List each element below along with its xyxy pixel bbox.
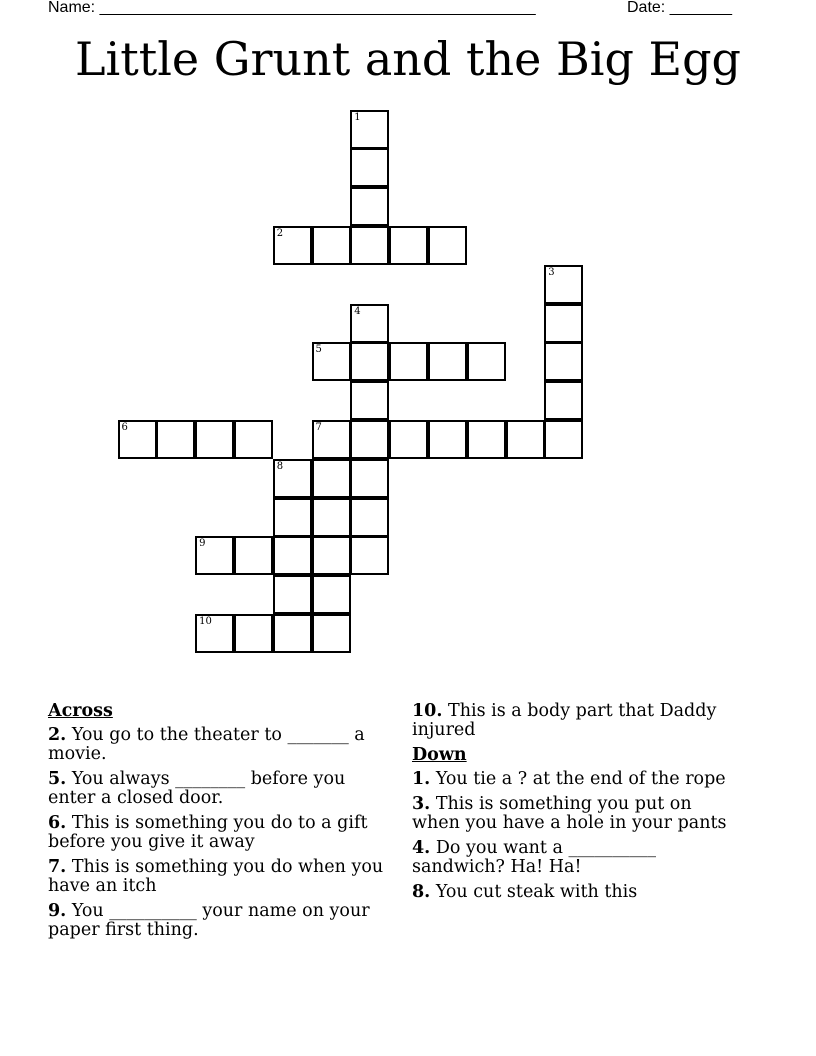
clue-number-label: 10 [199,615,212,627]
name-field[interactable]: Name: _________________________________________________ [48,0,536,16]
grid-cell[interactable] [273,226,312,265]
clue-number-label: 9 [199,538,206,550]
clue-text: This is something you do when you have an itch [48,857,384,896]
grid-cell[interactable] [273,614,312,653]
clue-number-label: 6 [121,421,128,433]
clues-left-column [48,702,388,946]
grid-cell[interactable] [467,420,506,459]
grid-cell[interactable] [312,614,351,653]
grid-cell[interactable] [234,614,273,653]
grid-cell[interactable] [467,342,506,381]
grid-cell[interactable] [350,110,389,149]
clue-text: You cut steak with this [435,882,638,902]
grid-cell[interactable] [312,536,351,575]
grid-cell[interactable] [544,420,583,459]
grid-cell[interactable] [273,459,312,498]
clue-number-label: 1 [354,111,361,123]
clue-number: 1. [412,769,431,789]
clues-right-column [412,702,742,908]
across-clue-10 [412,702,742,740]
clue-text: You go to the theater to _______ a movie. [48,725,365,764]
grid-cell[interactable] [350,226,389,265]
grid-cell[interactable] [273,536,312,575]
across-clue-5 [48,770,388,808]
grid-cell[interactable] [544,342,583,381]
page-title: Little Grunt and the Big Egg [74,32,741,86]
clue-text: You __________ your name on your paper first thing. [48,901,370,940]
clue-text: You tie a ? at the end of the rope [435,769,726,789]
grid-cell[interactable] [350,381,389,420]
grid-cell[interactable] [428,342,467,381]
grid-cell[interactable] [389,342,428,381]
grid-cell[interactable] [312,498,351,537]
grid-cell[interactable] [350,342,389,381]
across-clue-7 [48,858,388,896]
grid-cell[interactable] [544,381,583,420]
grid-cell[interactable] [428,226,467,265]
down-clue-4 [412,839,742,877]
clue-number: 10. [412,701,443,721]
clue-text: You always ________ before you enter a closed door. [48,769,346,808]
across-clue-6 [48,814,388,852]
grid-cell[interactable] [350,498,389,537]
clue-number: 7. [48,857,67,877]
clue-number: 2. [48,725,67,745]
grid-cell[interactable] [506,420,545,459]
clue-text: This is a body part that Daddy injured [412,701,717,740]
grid-cell[interactable] [312,575,351,614]
clue-text: This is something you put on when you have a hole in your pants [412,794,727,833]
grid-cell[interactable] [234,420,273,459]
grid-cell[interactable] [544,304,583,343]
grid-cell[interactable] [428,420,467,459]
grid-cell[interactable] [273,498,312,537]
down-clue-8 [412,883,742,902]
clue-number-label: 5 [315,344,322,356]
grid-cell[interactable] [273,575,312,614]
clue-text: This is something you do to a gift before you give it away [48,813,368,852]
clue-number: 9. [48,901,67,921]
clue-number: 4. [412,838,431,858]
grid-cell[interactable] [350,536,389,575]
grid-cell[interactable] [195,536,234,575]
grid-cell[interactable] [350,459,389,498]
grid-cell[interactable] [350,148,389,187]
grid-cell[interactable] [312,226,351,265]
grid-cell[interactable] [156,420,195,459]
clue-number-label: 8 [276,460,284,472]
grid-cell[interactable] [195,614,234,653]
grid-cell[interactable] [234,536,273,575]
clue-number-label: 3 [548,266,555,278]
grid-cell[interactable] [350,187,389,226]
grid-cell[interactable] [350,304,389,343]
clue-number: 6. [48,813,67,833]
clue-number-label: 4 [354,305,361,317]
down-clue-1 [412,770,742,789]
grid-cell[interactable] [195,420,234,459]
grid-cell[interactable] [350,420,389,459]
across-clue-9 [48,902,388,940]
down-heading: Down [412,745,467,765]
grid-cell[interactable] [389,226,428,265]
clue-number-label: 2 [276,227,284,239]
date-field[interactable]: Date: _______ [627,0,732,16]
clue-number: 8. [412,882,431,902]
across-heading: Across [48,701,113,721]
clue-number-label: 7 [315,421,322,433]
across-clue-2 [48,726,388,764]
grid-cell[interactable] [312,459,351,498]
grid-cell[interactable] [118,420,157,459]
grid-cell[interactable] [389,420,428,459]
grid-cell[interactable] [312,342,351,381]
grid-cell[interactable] [312,420,351,459]
down-clue-3 [412,795,742,833]
clue-text: Do you want a __________ sandwich? Ha! Ha! [412,838,657,877]
clue-number: 5. [48,769,67,789]
clue-number: 3. [412,794,431,814]
grid-cell[interactable] [544,265,583,304]
